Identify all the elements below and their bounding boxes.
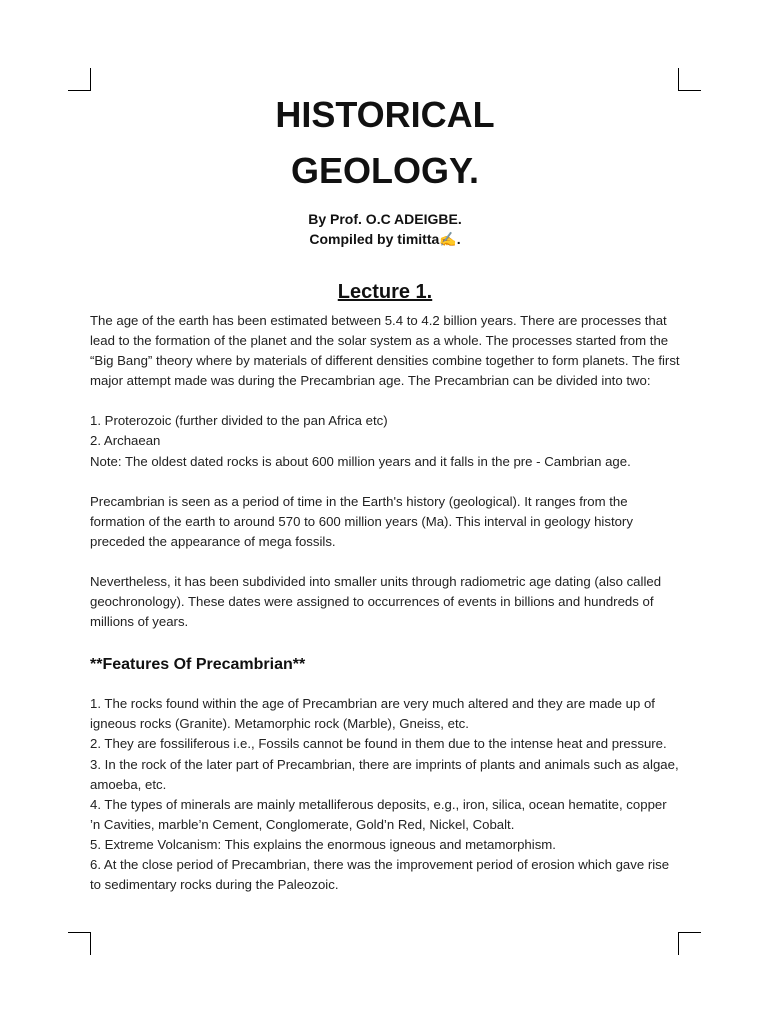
document-title (90, 96, 680, 189)
crop-mark-bottom-left (68, 932, 91, 955)
document-page (90, 96, 680, 895)
byline (90, 209, 680, 249)
crop-mark-top-left (68, 68, 91, 91)
list-item: 1. The rocks found within the age of Precambrian are very much altered and they are made up of igneous rocks (Granite). Metamorphic rock (Marble), Gneiss, etc. (90, 696, 655, 732)
list-item: 3. In the rock of the later part of Precambrian, there are imprints of plants and animals such as algae, amoeba, etc. (90, 756, 679, 792)
list-item: 2. They are fossiliferous i.e., Fossils cannot be found in them due to the intense heat and pressure. (90, 736, 667, 752)
author-line: By Prof. O.C ADEIGBE. (308, 211, 462, 227)
list-item: 1. Proterozoic (further divided to the pan Africa etc) (90, 413, 388, 429)
crop-mark-bottom-right (678, 932, 701, 955)
note-line: Note: The oldest dated rocks is about 600 million years and it falls in the pre - Cambrian age. (90, 453, 631, 469)
paragraph-precambrian-definition: Precambrian is seen as a period of time in the Earth's history (geological). It ranges from the formation of the earth to around 570 to 600 million years (Ma). This interval in geology history preceded the appearance of mega fossils. (90, 493, 633, 549)
divisions-list (90, 411, 680, 471)
list-item: 4. The types of minerals are mainly metalliferous deposits, e.g., iron, silica, ocean hematite, copper ’n Cavities, marble’n Cement, Conglomerate, Gold’n Red, Nickel, Cobalt. (90, 796, 667, 832)
features-list (90, 694, 680, 895)
lecture-heading: Lecture 1. (337, 281, 433, 303)
list-item: 2. Archaean (90, 433, 161, 449)
list-item: 6. At the close period of Precambrian, there was the improvement period of erosion which gave rise to sedimentary rocks during the Paleozoic. (90, 856, 670, 893)
crop-mark-top-right (678, 68, 701, 91)
compiler-line: Compiled by timitta✍️. (309, 231, 461, 247)
list-item: 5. Extreme Volcanism: This explains the enormous igneous and metamorphism. (90, 836, 556, 852)
title-line-2: GEOLOGY. (290, 150, 480, 191)
paragraph-subdivision: Nevertheless, it has been subdivided into smaller units through radiometric age dating (also called geochronology). These dates were assigned to occurrences of events in billions and hundreds of millions of years. (90, 573, 662, 630)
features-heading: **Features Of Precambrian** (90, 656, 306, 674)
title-line-1: HISTORICAL (275, 94, 495, 135)
intro-paragraph: The age of the earth has been estimated between 5.4 to 4.2 billion years. There are processes that lead to the formation of the planet and the solar system as a whole. The processes started from the “Big Bang” theory where by materials of different densities combine together to form planets. The first major attempt made was during the Precambrian age. The Precambrian can be divided into two: (90, 313, 680, 389)
